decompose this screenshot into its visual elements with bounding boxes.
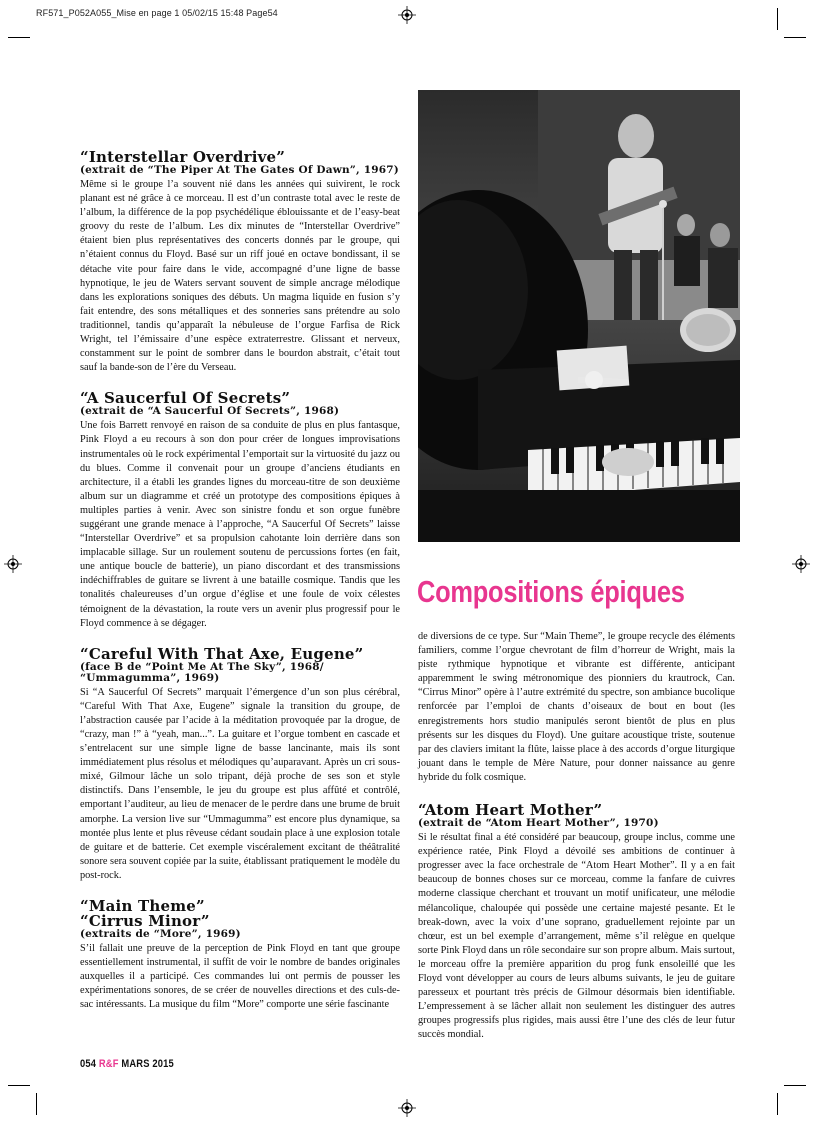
section-title-line: “Cirrus Minor” <box>80 912 210 931</box>
section-subtitle: (extrait de “The Piper At The Gates Of Dawn”, 1967) <box>80 164 399 176</box>
registration-mark-icon <box>398 1099 416 1117</box>
section-title: “Interstellar Overdrive” <box>80 148 286 166</box>
section-subtitle: (extraits de “More”, 1969) <box>80 928 241 941</box>
section-body: Une fois Barrett renvoyé en raison de sa conduite de plus en plus fantasque, Pink Floyd a eu recours à son don pour créer de longues improvisations instrumentales où le rock expérimental l’emportait sur la virtuosité du jazz ou du blues. Comme il convenait pour un groupe d’anciens étudiants en architecture, il a établi les grandes lignes du morceau-titre de son deuxième album sur un diagramme et créé un prototype des compositions épiques à multiples parties à venir. Avec son sinistre fondu et son orgue funèbre suggérant une grande menace à l’approche, “A Saucerful Of Secrets” laisse “Interstellar Overdrive” et sa propulsion cahotante loin derrière dans son implacable sillage. Sur un roulement soutenu de percussions fortes (en fait, une antique boucle de batterie), un piano discordant et des transmissions indéchiffrables de guitare se livrent à une bataille cosmique. Tandis que les tonalités chaleureuses d’un orgue d’église et une foule de voix célestes témoignent de la dévastation, la route vers un avenir plus progressif pour le Floyd commence à se dégager. <box>80 420 400 629</box>
page-headline: Compositions épiques <box>417 574 685 609</box>
section-body: Même si le groupe l’a souvent nié dans les années qui suivirent, le rock planant est né grâce à ce morceau. Il est d’un contraste total avec le reste de l’album, la différence de la pop psychédélique éblouissante et de l’easy-beat groovy du reste de l’album. Les dix minutes de “Interstellar Overdrive” étaient bien plus représentatives des concerts donnés par le groupe, qui n’étaient connus du Floyd. Basé sur un riff joué en octave bondissant, il se détache vite pour faire dans le vide, accompagné d’une ligne de basse hypnotique, le jeu de Waters servant souvent de simple ancrage mélodique dans les explorations soniques des débuts. Un magma liquide en fusion s’y fait entendre, des sons métalliques et des sonneries sans prétendre au solo traditionnel, tandis qu’apparaît la nébuleuse de l’orgue Farfisa de Rick Wright, tel l’émissaire d’une espèce extraterrestre. Glissant et nerveux, constamment sur le point de sombrer dans le bourdon abstrait, c’était tout sauf la bande-son de l’ère du Verseau. <box>80 179 400 374</box>
section-careful-with-that-axe-eugene <box>80 644 400 883</box>
crop-mark <box>8 1085 30 1086</box>
registration-mark-icon <box>398 6 416 24</box>
crop-mark <box>777 8 778 30</box>
section-subtitle: (extrait de “A Saucerful Of Secrets”, 1968) <box>80 405 340 418</box>
registration-mark-icon <box>792 555 810 573</box>
section-body: S’il fallait une preuve de la perception de Pink Floyd en tant que groupe essentiellement instrumental, il suffit de voir le nombre de bandes originales auxquelles il a participé. Ces commandes lui ont permis de pousser les expérimentations sonores, de se créer de nouvelles directions et des culs-de-sac intéressants. La musique du film “More” comporte une série fascinante <box>80 943 400 1011</box>
section-body: de diversions de ce type. Sur “Main Theme”, le groupe recycle des éléments familiers, comme l’orgue chevrotant de film d’horreur de Wright, mais la piste rythmique hypnotique et vibrante est différente, anticipant apparemment le swing métronomique des pionniers du krautrock, Can. “Cirrus Minor” opère à l’autre extrémité du spectre, son ambiance bucolique renforcée par l’emploi de chants d’oiseaux de bout en bout (les enregistrements hors studio manipulés seront bientôt de plus en plus présents sur les disques du Floyd). Une guitare acoustique triste, soutenue par des claviers imitant la flûte, laisse place à des accords d’orgue liturgique jouant dans le temple de Mère Nature, pour donner naissance au genre hybride du folk cosmique. <box>418 631 735 783</box>
print-slug: RF571_P052A055_Mise en page 1 05/02/15 15:48 Page54 <box>36 8 278 18</box>
section-subtitle: (extrait de “Atom Heart Mother”, 1970) <box>418 817 659 830</box>
issue-date: MARS 2015 <box>121 1058 174 1070</box>
band-photo-illustration <box>418 90 740 542</box>
section-title: “Careful With That Axe, Eugene” <box>80 644 364 663</box>
section-continued <box>418 630 735 785</box>
page-folio <box>80 1058 174 1070</box>
section-main-theme-cirrus-minor <box>80 899 400 1012</box>
magazine-brand: R&F <box>98 1058 119 1070</box>
crop-mark <box>36 1093 37 1115</box>
section-body: Si le résultat final a été considéré par beaucoup, groupe inclus, comme une expérience ratée, Pink Floyd a dévoilé ses ambitions de continuer à progresser avec la face orchestrale de “Atom Heart Mother”. Il y a en fait beaucoup de bonnes choses sur ce morceau, comme la fanfare de cuivres moderne classique cherchant et trouvant un motif unificateur, une mélodie mélancolique, chaloupée qui possède une certaine majesté pesante. Et le break-down, avec la voix d’une soprano, graduellement rejointe par un chœur, est un bel exemple d’arrangement, même s’il relègue en quelque sorte Pink Floyd dans un rôle secondaire sur son propre album. Mais surtout, le morceau offre la première apparition du prog funk ensoleillé que les Floyd vont développer au cours de leurs albums suivants, le jeu de guitare paresseux et pourtant très précis de Gilmour désormais bien identifiable. L’empressement à se lâcher allait non seulement les distinguer des autres groupes progressifs plus rigides, mais aussi être l’une des clés de leur futur succès mondial. <box>418 832 735 1041</box>
page-number: 054 <box>80 1058 97 1070</box>
section-title: “A Saucerful Of Secrets” <box>80 389 291 408</box>
section-subtitle: (face B de “Point Me At The Sky”, 1968/ “Ummagumma”, 1969) <box>80 660 324 684</box>
section-body: Si “A Saucerful Of Secrets” marquait l’émergence d’un son plus cérébral, “Careful With That Axe, Eugene” signale la transition du groupe, de l’abstraction causée par l’acide à la méditation provoquée par la drogue, de “crazy, man !” à “yeah, man...”. La guitare et l’orgue tombent en cascade et s’entrelacent sur une simple ligne de basse lancinante, mais ils sont immédiatement plus résolus et mélodiques qu’auparavant. Après un cri sous-mixé, Gilmour lâche un solo tripant, déjà proche de ses son et style distinctifs. Dans l’ensemble, le jeu du groupe est plus affûté et contrôlé, emportant l’auditeur, au lieu de menacer de le perdre dans une brume de bruit amorphe. La version live sur “Ummagumma” est encore plus dynamique, sa montée plus lente et plus rêveuse cédant soudain place à une explosion totale de guitare et de batterie. Cet exemple viscéralement excitant de théâtralité sonore sera souvent copiée par la suite, établissant pratiquement le modèle du post-rock. <box>80 686 400 881</box>
left-column <box>80 150 400 1029</box>
crop-mark <box>784 1085 806 1086</box>
section-atom-heart-mother <box>418 803 735 1042</box>
section-title-line: “Main Theme” <box>80 897 205 916</box>
registration-mark-icon <box>4 555 22 573</box>
band-photo <box>418 90 740 542</box>
right-column <box>418 630 735 1058</box>
section-interstellar-overdrive <box>80 150 400 375</box>
crop-mark <box>784 37 806 38</box>
crop-mark <box>777 1093 778 1115</box>
crop-mark <box>8 37 30 38</box>
section-title: “Atom Heart Mother” <box>418 801 603 820</box>
section-a-saucerful-of-secrets <box>80 391 400 630</box>
